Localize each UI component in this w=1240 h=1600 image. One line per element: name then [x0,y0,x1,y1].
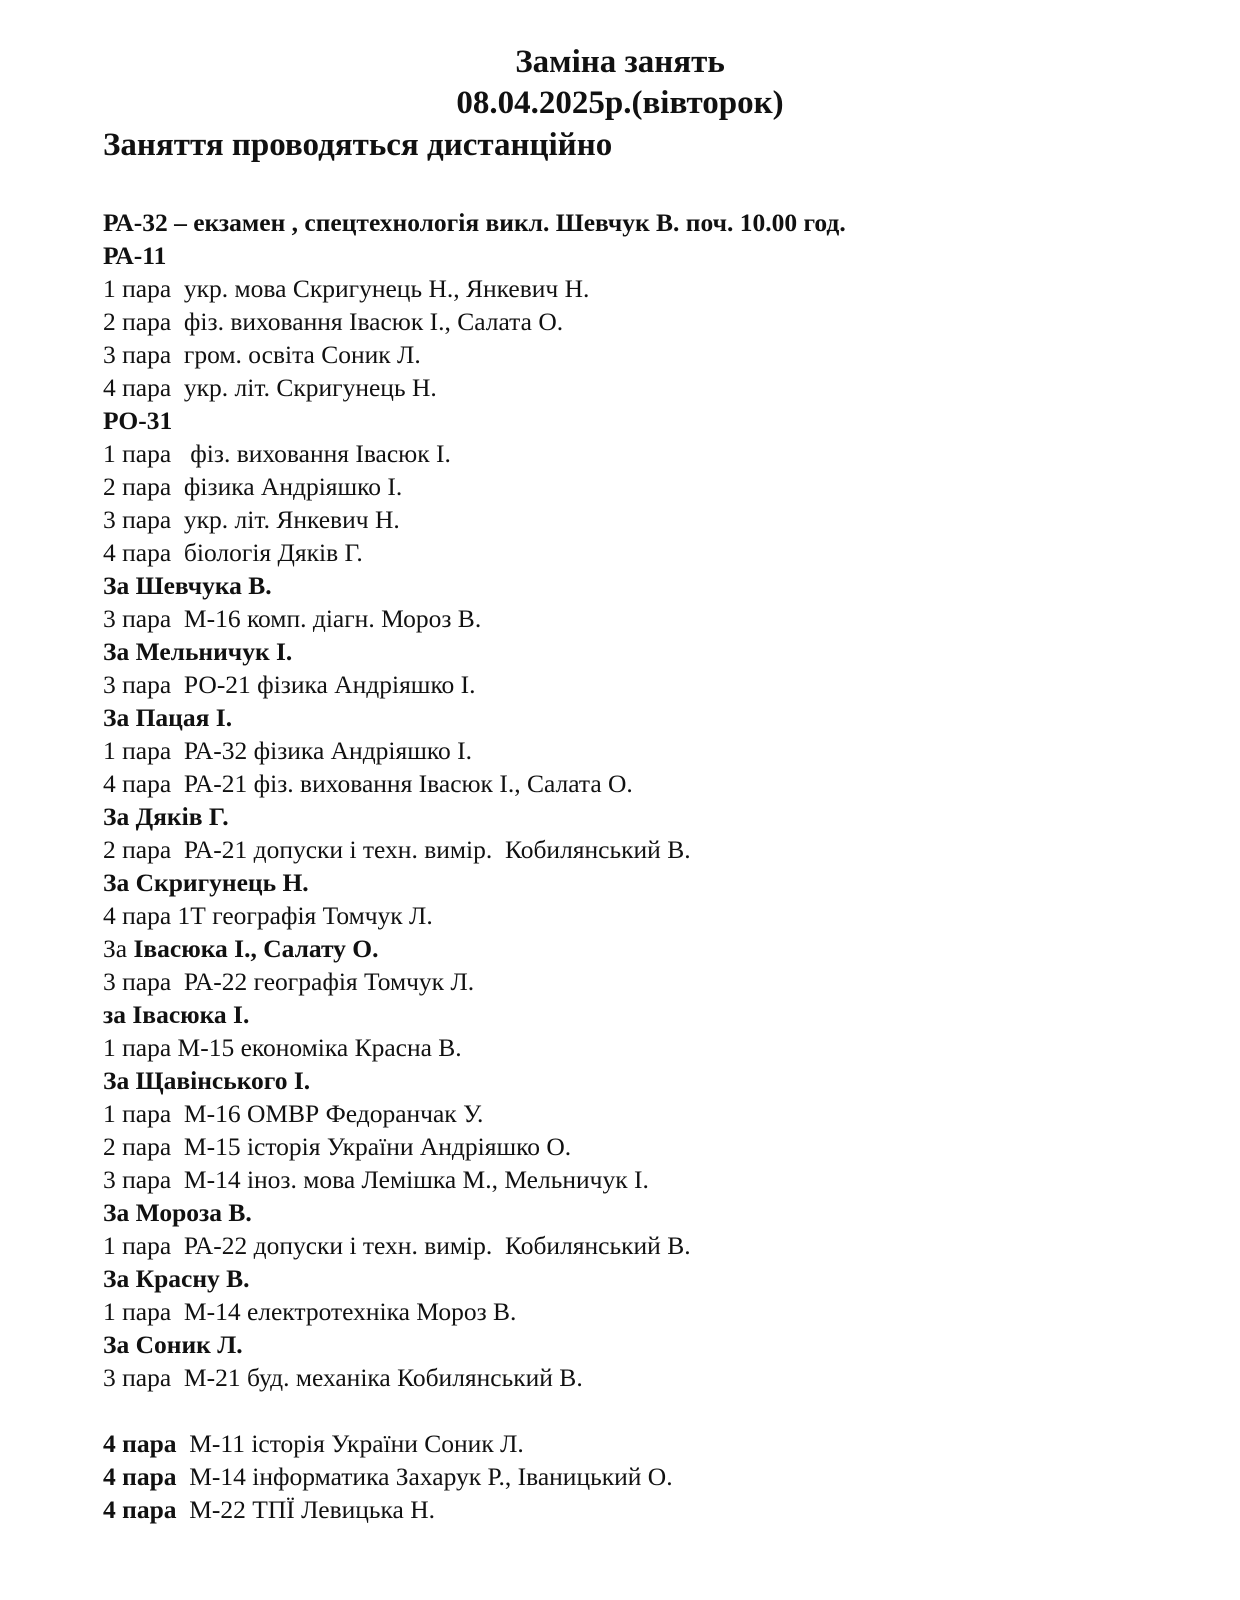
schedule-line: 1 пара фіз. виховання Івасюк І. [103,439,451,468]
substitution-heading-prefix: За [103,934,134,963]
substitution-heading-names: Івасюка І., Салату О. [133,934,379,963]
extra-line-text: М-11 історія України Соник Л. [176,1429,524,1458]
substitution-line: 3 пара М-16 комп. діагн. Мороз В. [103,604,482,633]
exam-line: РА-32 – екзамен , спецтехнологія викл. Шевчук В. поч. 10.00 год. [103,208,846,237]
group-heading: РА-11 [103,241,167,270]
substitution-line: 2 пара РА-21 допуски і техн. вимір. Кобилянський В. [103,835,691,864]
substitution-heading [103,932,1163,965]
substitution-heading: За Дяків Г. [103,802,229,831]
document-subtitle: Заняття проводяться дистанційно [103,127,613,163]
extra-line-text: М-14 інформатика Захарук Р., Іваницький О. [176,1462,673,1491]
substitution-heading: За Скригунець Н. [103,868,309,897]
substitution-line: 1 пара М-14 електротехніка Мороз В. [103,1297,517,1326]
substitution-line: 1 пара РА-32 фізика Андріяшко І. [103,736,472,765]
substitution-heading: За Соник Л. [103,1330,243,1359]
group-heading: РО-31 [103,406,173,435]
schedule-line: 3 пара гром. освіта Соник Л. [103,340,421,369]
substitution-heading: За Щавінського І. [103,1066,311,1095]
substitution-line: 1 пара М-16 ОМВР Федоранчак У. [103,1099,484,1128]
extra-line-label: 4 пара [103,1429,177,1458]
substitution-heading: За Мельничук І. [103,637,293,666]
substitution-line: 4 пара РА-21 фіз. виховання Івасюк І., Салата О. [103,769,633,798]
substitution-line: 4 пара 1Т географія Томчук Л. [103,901,433,930]
extra-line [103,1460,1163,1493]
extra-line-text: М-22 ТПЇ Левицька Н. [176,1495,436,1524]
substitution-line: 3 пара М-14 іноз. мова Лемішка М., Мельничук І. [103,1165,649,1194]
substitution-heading: за Івасюка І. [103,1000,250,1029]
extra-line-label: 4 пара [103,1495,177,1524]
document [103,42,1163,1526]
schedule-line: 4 пара укр. літ. Скригунець Н. [103,373,437,402]
substitution-line: 3 пара РО-21 фізика Андріяшко І. [103,670,476,699]
schedule-line: 3 пара укр. літ. Янкевич Н. [103,505,400,534]
substitution-heading: За Шевчука В. [103,571,272,600]
substitution-line: 2 пара М-15 історія України Андріяшко О. [103,1132,572,1161]
schedule-line: 2 пара фізика Андріяшко І. [103,472,403,501]
substitution-heading: За Красну В. [103,1264,250,1293]
schedule-line: 1 пара укр. мова Скригунець Н., Янкевич Н. [103,274,590,303]
substitution-line: 1 пара РА-22 допуски і техн. вимір. Кобилянський В. [103,1231,691,1260]
substitution-heading: За Пацая І. [103,703,233,732]
document-date: 08.04.2025р.(вівторок) [456,85,784,121]
document-title: Заміна занять [515,44,725,80]
substitution-heading: За Мороза В. [103,1198,252,1227]
substitution-line: 3 пара М-21 буд. механіка Кобилянський В. [103,1363,583,1392]
substitution-line: 1 пара М-15 економіка Красна В. [103,1033,462,1062]
substitution-line: 3 пара РА-22 географія Томчук Л. [103,967,475,996]
extra-line-label: 4 пара [103,1462,177,1491]
spacer [103,1394,1163,1427]
extra-line [103,1427,1163,1460]
schedule-line: 2 пара фіз. виховання Івасюк І., Салата О. [103,307,564,336]
extra-line [103,1493,1163,1526]
schedule-line: 4 пара біологія Дяків Г. [103,538,363,567]
